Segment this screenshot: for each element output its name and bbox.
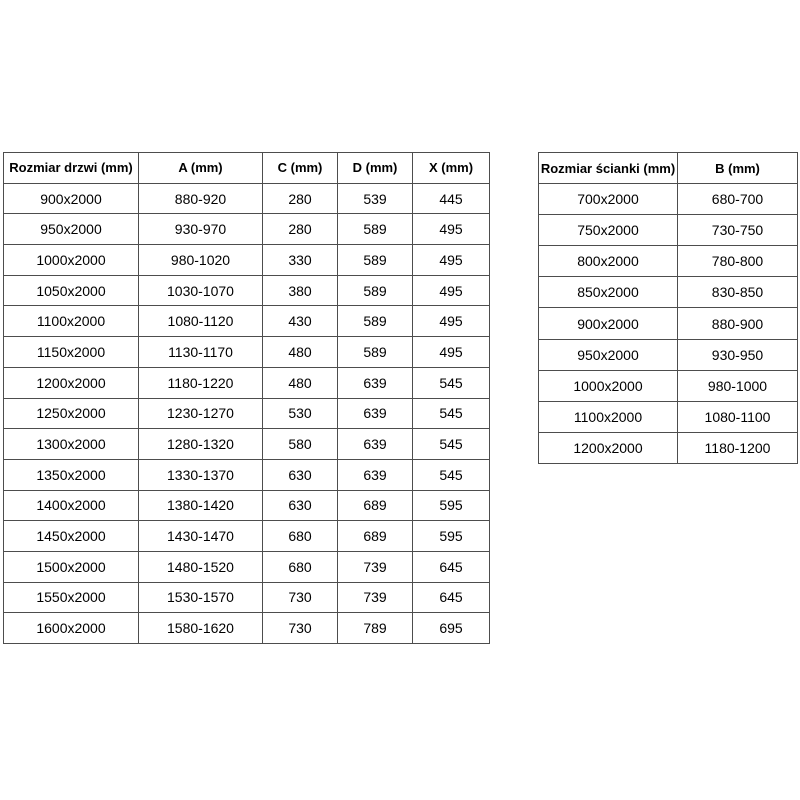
table-cell: 1330-1370 [139,459,263,490]
table-cell: 980-1020 [139,245,263,276]
column-header: C (mm) [263,153,338,184]
table-cell: 950x2000 [539,339,678,370]
door-size-table [3,152,490,644]
table-cell: 1150x2000 [4,337,139,368]
table-cell: 1600x2000 [4,613,139,644]
table-row [539,277,798,308]
table-row [4,337,490,368]
table-cell: 730-750 [678,215,798,246]
table-cell: 639 [338,398,413,429]
table-cell: 1130-1170 [139,337,263,368]
table-cell: 1430-1470 [139,521,263,552]
table-row [4,429,490,460]
table-cell: 595 [413,490,490,521]
table-cell: 589 [338,337,413,368]
table-cell: 1530-1570 [139,582,263,613]
door-table-header-row [4,153,490,184]
table-cell: 680-700 [678,184,798,215]
table-cell: 545 [413,367,490,398]
table-row [4,459,490,490]
table-cell: 1550x2000 [4,582,139,613]
column-header: Rozmiar ścianki (mm) [539,153,678,184]
column-header: A (mm) [139,153,263,184]
table-cell: 1350x2000 [4,459,139,490]
table-cell: 1500x2000 [4,551,139,582]
table-cell: 1300x2000 [4,429,139,460]
wall-size-table [538,152,798,464]
table-cell: 1580-1620 [139,613,263,644]
table-cell: 380 [263,275,338,306]
table-cell: 680 [263,551,338,582]
table-cell: 645 [413,582,490,613]
table-cell: 1200x2000 [4,367,139,398]
table-cell: 595 [413,521,490,552]
table-cell: 739 [338,582,413,613]
table-cell: 589 [338,245,413,276]
table-cell: 495 [413,214,490,245]
table-row [4,490,490,521]
table-cell: 930-950 [678,339,798,370]
table-cell: 1100x2000 [539,401,678,432]
table-row [4,551,490,582]
table-cell: 1200x2000 [539,432,678,463]
table-cell: 689 [338,521,413,552]
table-cell: 630 [263,490,338,521]
column-header: X (mm) [413,153,490,184]
table-cell: 1480-1520 [139,551,263,582]
column-header: B (mm) [678,153,798,184]
table-cell: 589 [338,275,413,306]
table-cell: 1400x2000 [4,490,139,521]
table-cell: 639 [338,429,413,460]
wall-table-header-row [539,153,798,184]
table-cell: 930-970 [139,214,263,245]
table-cell: 1380-1420 [139,490,263,521]
table-cell: 589 [338,306,413,337]
table-cell: 1250x2000 [4,398,139,429]
table-cell: 545 [413,398,490,429]
table-cell: 880-920 [139,183,263,214]
table-row [4,367,490,398]
table-cell: 445 [413,183,490,214]
table-cell: 1080-1120 [139,306,263,337]
table-cell: 680 [263,521,338,552]
table-cell: 695 [413,613,490,644]
table-row [539,339,798,370]
table-cell: 900x2000 [539,308,678,339]
table-cell: 639 [338,367,413,398]
table-cell: 900x2000 [4,183,139,214]
table-cell: 495 [413,337,490,368]
table-row [4,306,490,337]
table-cell: 789 [338,613,413,644]
table-cell: 730 [263,582,338,613]
table-row [4,183,490,214]
table-row [4,398,490,429]
table-cell: 280 [263,214,338,245]
table-row [4,521,490,552]
table-cell: 1280-1320 [139,429,263,460]
table-cell: 1050x2000 [4,275,139,306]
table-row [539,308,798,339]
table-row [539,432,798,463]
table-row [4,613,490,644]
table-row [4,214,490,245]
table-row [539,246,798,277]
table-cell: 545 [413,459,490,490]
table-row [539,401,798,432]
table-cell: 689 [338,490,413,521]
table-cell: 530 [263,398,338,429]
table-cell: 495 [413,306,490,337]
column-header: D (mm) [338,153,413,184]
table-cell: 1080-1100 [678,401,798,432]
column-header: Rozmiar drzwi (mm) [4,153,139,184]
table-cell: 280 [263,183,338,214]
table-cell: 330 [263,245,338,276]
table-cell: 1180-1220 [139,367,263,398]
table-cell: 850x2000 [539,277,678,308]
table-cell: 580 [263,429,338,460]
table-cell: 1000x2000 [539,370,678,401]
table-cell: 539 [338,183,413,214]
table-cell: 545 [413,429,490,460]
table-cell: 430 [263,306,338,337]
table-cell: 495 [413,245,490,276]
table-cell: 950x2000 [4,214,139,245]
table-cell: 700x2000 [539,184,678,215]
table-cell: 1230-1270 [139,398,263,429]
table-row [539,184,798,215]
table-row [539,370,798,401]
table-cell: 830-850 [678,277,798,308]
table-cell: 730 [263,613,338,644]
table-cell: 1450x2000 [4,521,139,552]
table-cell: 480 [263,337,338,368]
table-cell: 639 [338,459,413,490]
table-cell: 750x2000 [539,215,678,246]
table-cell: 739 [338,551,413,582]
table-cell: 589 [338,214,413,245]
table-cell: 645 [413,551,490,582]
table-cell: 780-800 [678,246,798,277]
table-cell: 630 [263,459,338,490]
table-cell: 880-900 [678,308,798,339]
table-row [539,215,798,246]
table-cell: 480 [263,367,338,398]
table-cell: 1030-1070 [139,275,263,306]
table-row [4,245,490,276]
table-cell: 980-1000 [678,370,798,401]
table-cell: 495 [413,275,490,306]
table-row [4,275,490,306]
table-cell: 1100x2000 [4,306,139,337]
table-cell: 800x2000 [539,246,678,277]
table-row [4,582,490,613]
table-cell: 1180-1200 [678,432,798,463]
table-cell: 1000x2000 [4,245,139,276]
